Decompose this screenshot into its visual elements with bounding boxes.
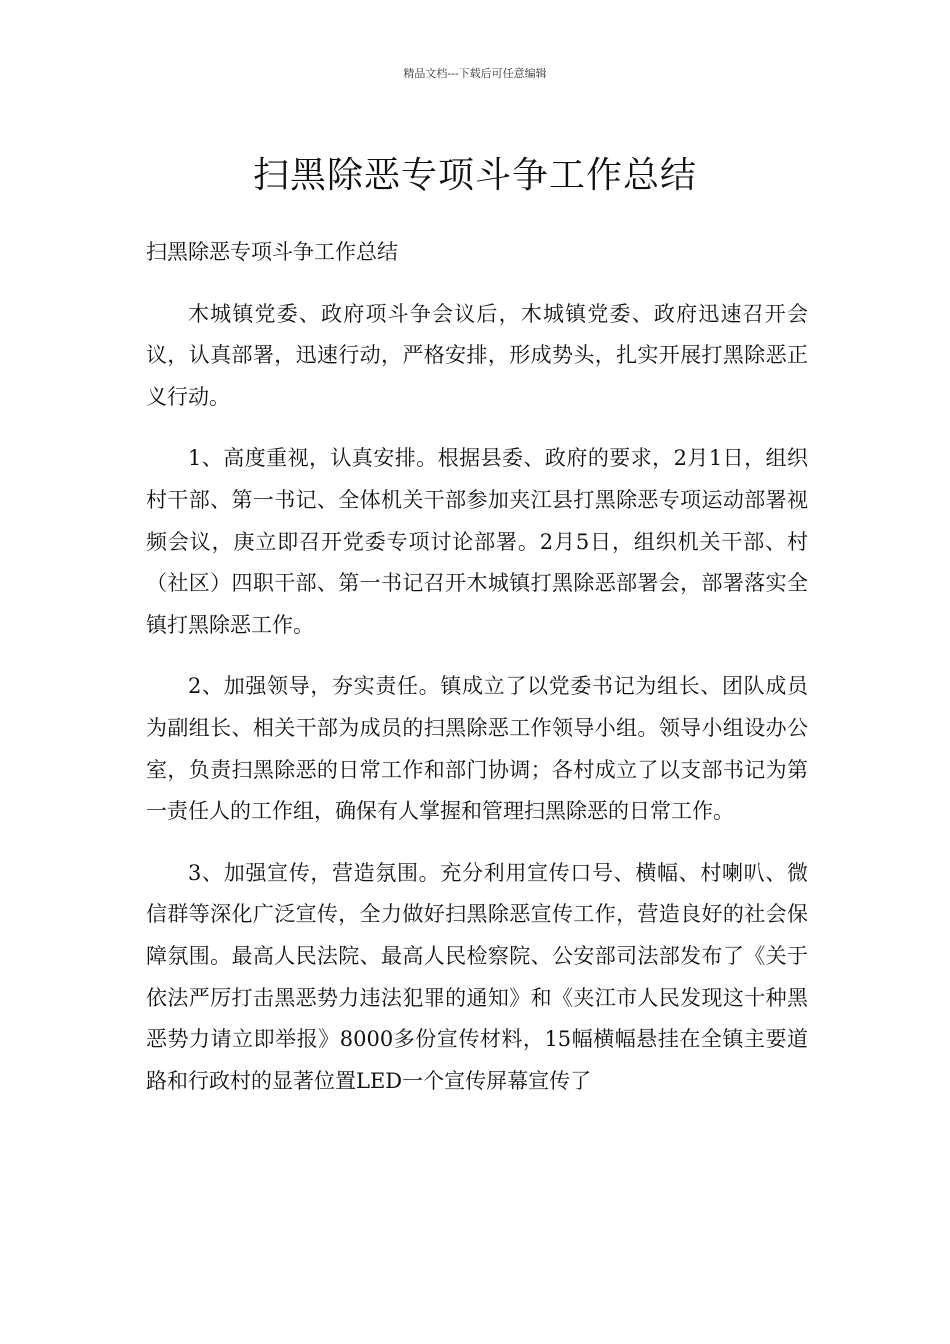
paragraph-2: 2、加强领导，夯实责任。镇成立了以党委书记为组长、团队成员为副组长、相关干部为成员的扫黑除恶工作领导小组。领导小组设办公室，负责扫黑除恶的日常工作和部门协调；各村成立了以支部书记为第一责任人的工作组，确保有人掌握和管理扫黑除恶的日常工作。 [146, 674, 808, 824]
document-title: 扫黑除恶专项斗争工作总结 [252, 155, 697, 197]
paragraph-intro: 木城镇党委、政府项斗争会议后，木城镇党委、政府迅速召开会议，认真部署，迅速行动，严格安排，形成势头，扎实开展打黑除恶正义行动。 [146, 301, 808, 409]
document-body [146, 232, 808, 1122]
paragraph-1: 1、高度重视，认真安排。根据县委、政府的要求，2月1日，组织村干部、第一书记、全体机关干部参加夹江县打黑除恶专项运动部署视频会议，庚立即召开党委专项讨论部署。2月5日，组织机关干部、村（社区）四职干部、第一书记召开木城镇打黑除恶部署会，部署落实全镇打黑除恶工作。 [146, 446, 808, 637]
document-subtitle: 扫黑除恶专项斗争工作总结 [146, 240, 398, 264]
paragraph-3: 3、加强宣传，营造氛围。充分利用宣传口号、横幅、村喇叭、微信群等深化广泛宣传，全力做好扫黑除恶宣传工作，营造良好的社会保障氛围。最高人民法院、最高人民检察院、公安部司法部发布了《关于依法严厉打击黑恶势力违法犯罪的通知》和《夹江市人民发现这十种黑恶势力请立即举报》8000多份宣传材料，15幅横幅悬挂在全镇主要道路和行政村的显著位置LED一个宣传屏幕宣传了 [146, 860, 808, 1093]
header-note: 精品文档---下载后可任意编辑 [403, 67, 547, 80]
